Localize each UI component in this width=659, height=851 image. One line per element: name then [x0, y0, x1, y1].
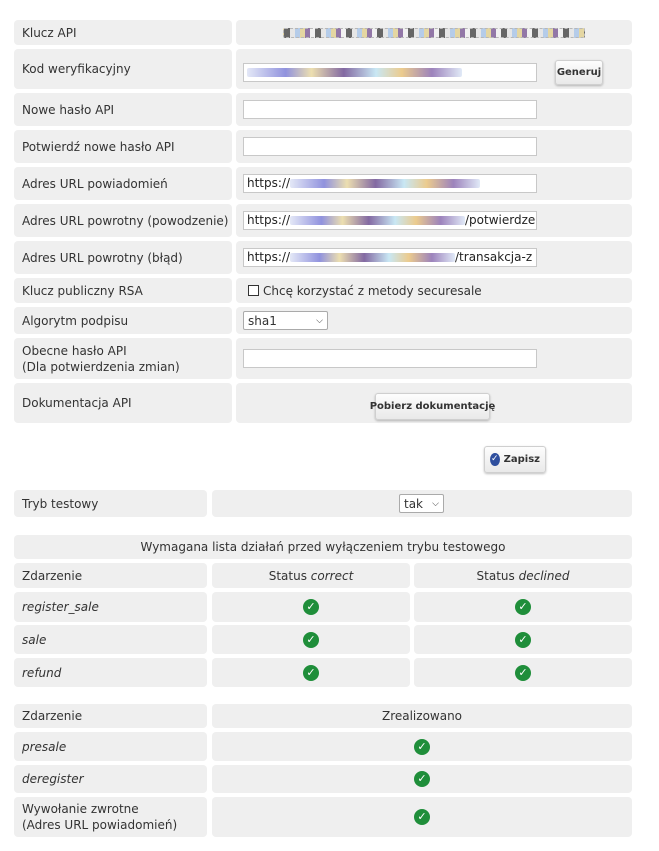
- chevron-down-icon: ⌵: [432, 498, 439, 509]
- table-row: Wywołanie zwrotne (Adres URL powiadomień): [14, 797, 207, 837]
- check-circle-icon: ✓: [515, 665, 531, 681]
- table-row: presale: [14, 732, 207, 761]
- check-circle-icon: ✓: [515, 632, 531, 648]
- current-password-input[interactable]: [243, 349, 537, 368]
- status-cell: [212, 732, 632, 761]
- new-password-label: Nowe hasło API: [14, 93, 232, 126]
- status-cell: [212, 592, 410, 622]
- notify-url-input[interactable]: https://: [243, 174, 537, 193]
- check-circle-icon: ✓: [515, 599, 531, 615]
- check-circle-icon: ✓: [303, 632, 319, 648]
- check-circle-icon: ✓: [414, 809, 430, 825]
- checklist2-col-event: Zdarzenie: [14, 704, 207, 728]
- checklist-col-event: Zdarzenie: [14, 563, 207, 588]
- status-cell: [414, 592, 632, 622]
- return-ok-label: Adres URL powrotny (powodzenie): [14, 204, 232, 237]
- checklist2-col-done: Zrealizowano: [212, 704, 632, 728]
- status-cell: [212, 765, 632, 793]
- algorithm-label: Algorytm podpisu: [14, 307, 232, 334]
- checklist-col-correct: Status correct: [212, 563, 410, 588]
- verification-code-input[interactable]: [243, 63, 537, 82]
- algorithm-select[interactable]: sha1 ⌵: [243, 311, 328, 330]
- rsa-cell: [236, 278, 632, 303]
- status-cell: [414, 658, 632, 687]
- securesale-checkbox-label: Chcę korzystać z metody securesale: [263, 283, 482, 298]
- rsa-label: Klucz publiczny RSA: [14, 278, 232, 303]
- current-password-label: Obecne hasło API (Dla potwierdzenia zmian): [14, 338, 232, 379]
- status-cell: [212, 797, 632, 837]
- status-cell: [212, 658, 410, 687]
- test-mode-select[interactable]: tak ⌵: [399, 494, 444, 513]
- return-err-label: Adres URL powrotny (błąd): [14, 241, 232, 274]
- status-cell: [414, 625, 632, 654]
- api-key-redacted: [283, 28, 585, 38]
- save-check-icon: ✓: [491, 454, 499, 464]
- confirm-password-input[interactable]: [243, 137, 537, 156]
- return-ok-input[interactable]: https:// /potwierdze: [243, 211, 537, 230]
- download-docs-button[interactable]: Pobierz dokumentację: [375, 393, 490, 420]
- save-button[interactable]: ✓ Zapisz: [484, 446, 546, 473]
- checklist-col-declined: Status declined: [414, 563, 632, 588]
- test-mode-label: Tryb testowy: [14, 490, 207, 517]
- securesale-checkbox[interactable]: [248, 285, 259, 296]
- table-row: register_sale: [14, 592, 207, 622]
- verification-code-label: Kod weryfikacyjny: [14, 49, 232, 89]
- generate-button[interactable]: Generuj: [555, 60, 603, 85]
- status-cell: [212, 625, 410, 654]
- return-err-input[interactable]: https:// /transakcja-z: [243, 248, 537, 267]
- table-row: deregister: [14, 765, 207, 793]
- table-row: refund: [14, 658, 207, 687]
- notify-url-label: Adres URL powiadomień: [14, 167, 232, 200]
- check-circle-icon: ✓: [303, 665, 319, 681]
- check-circle-icon: ✓: [414, 771, 430, 787]
- check-circle-icon: ✓: [303, 599, 319, 615]
- checklist-title: Wymagana lista działań przed wyłączeniem trybu testowego: [14, 535, 632, 559]
- table-row: sale: [14, 625, 207, 654]
- check-circle-icon: ✓: [414, 739, 430, 755]
- confirm-password-label: Potwierdź nowe hasło API: [14, 130, 232, 163]
- chevron-down-icon: ⌵: [316, 315, 323, 326]
- api-key-label: Klucz API: [14, 20, 232, 45]
- docs-label: Dokumentacja API: [14, 383, 232, 423]
- api-key-value: [236, 20, 632, 45]
- new-password-input[interactable]: [243, 100, 537, 119]
